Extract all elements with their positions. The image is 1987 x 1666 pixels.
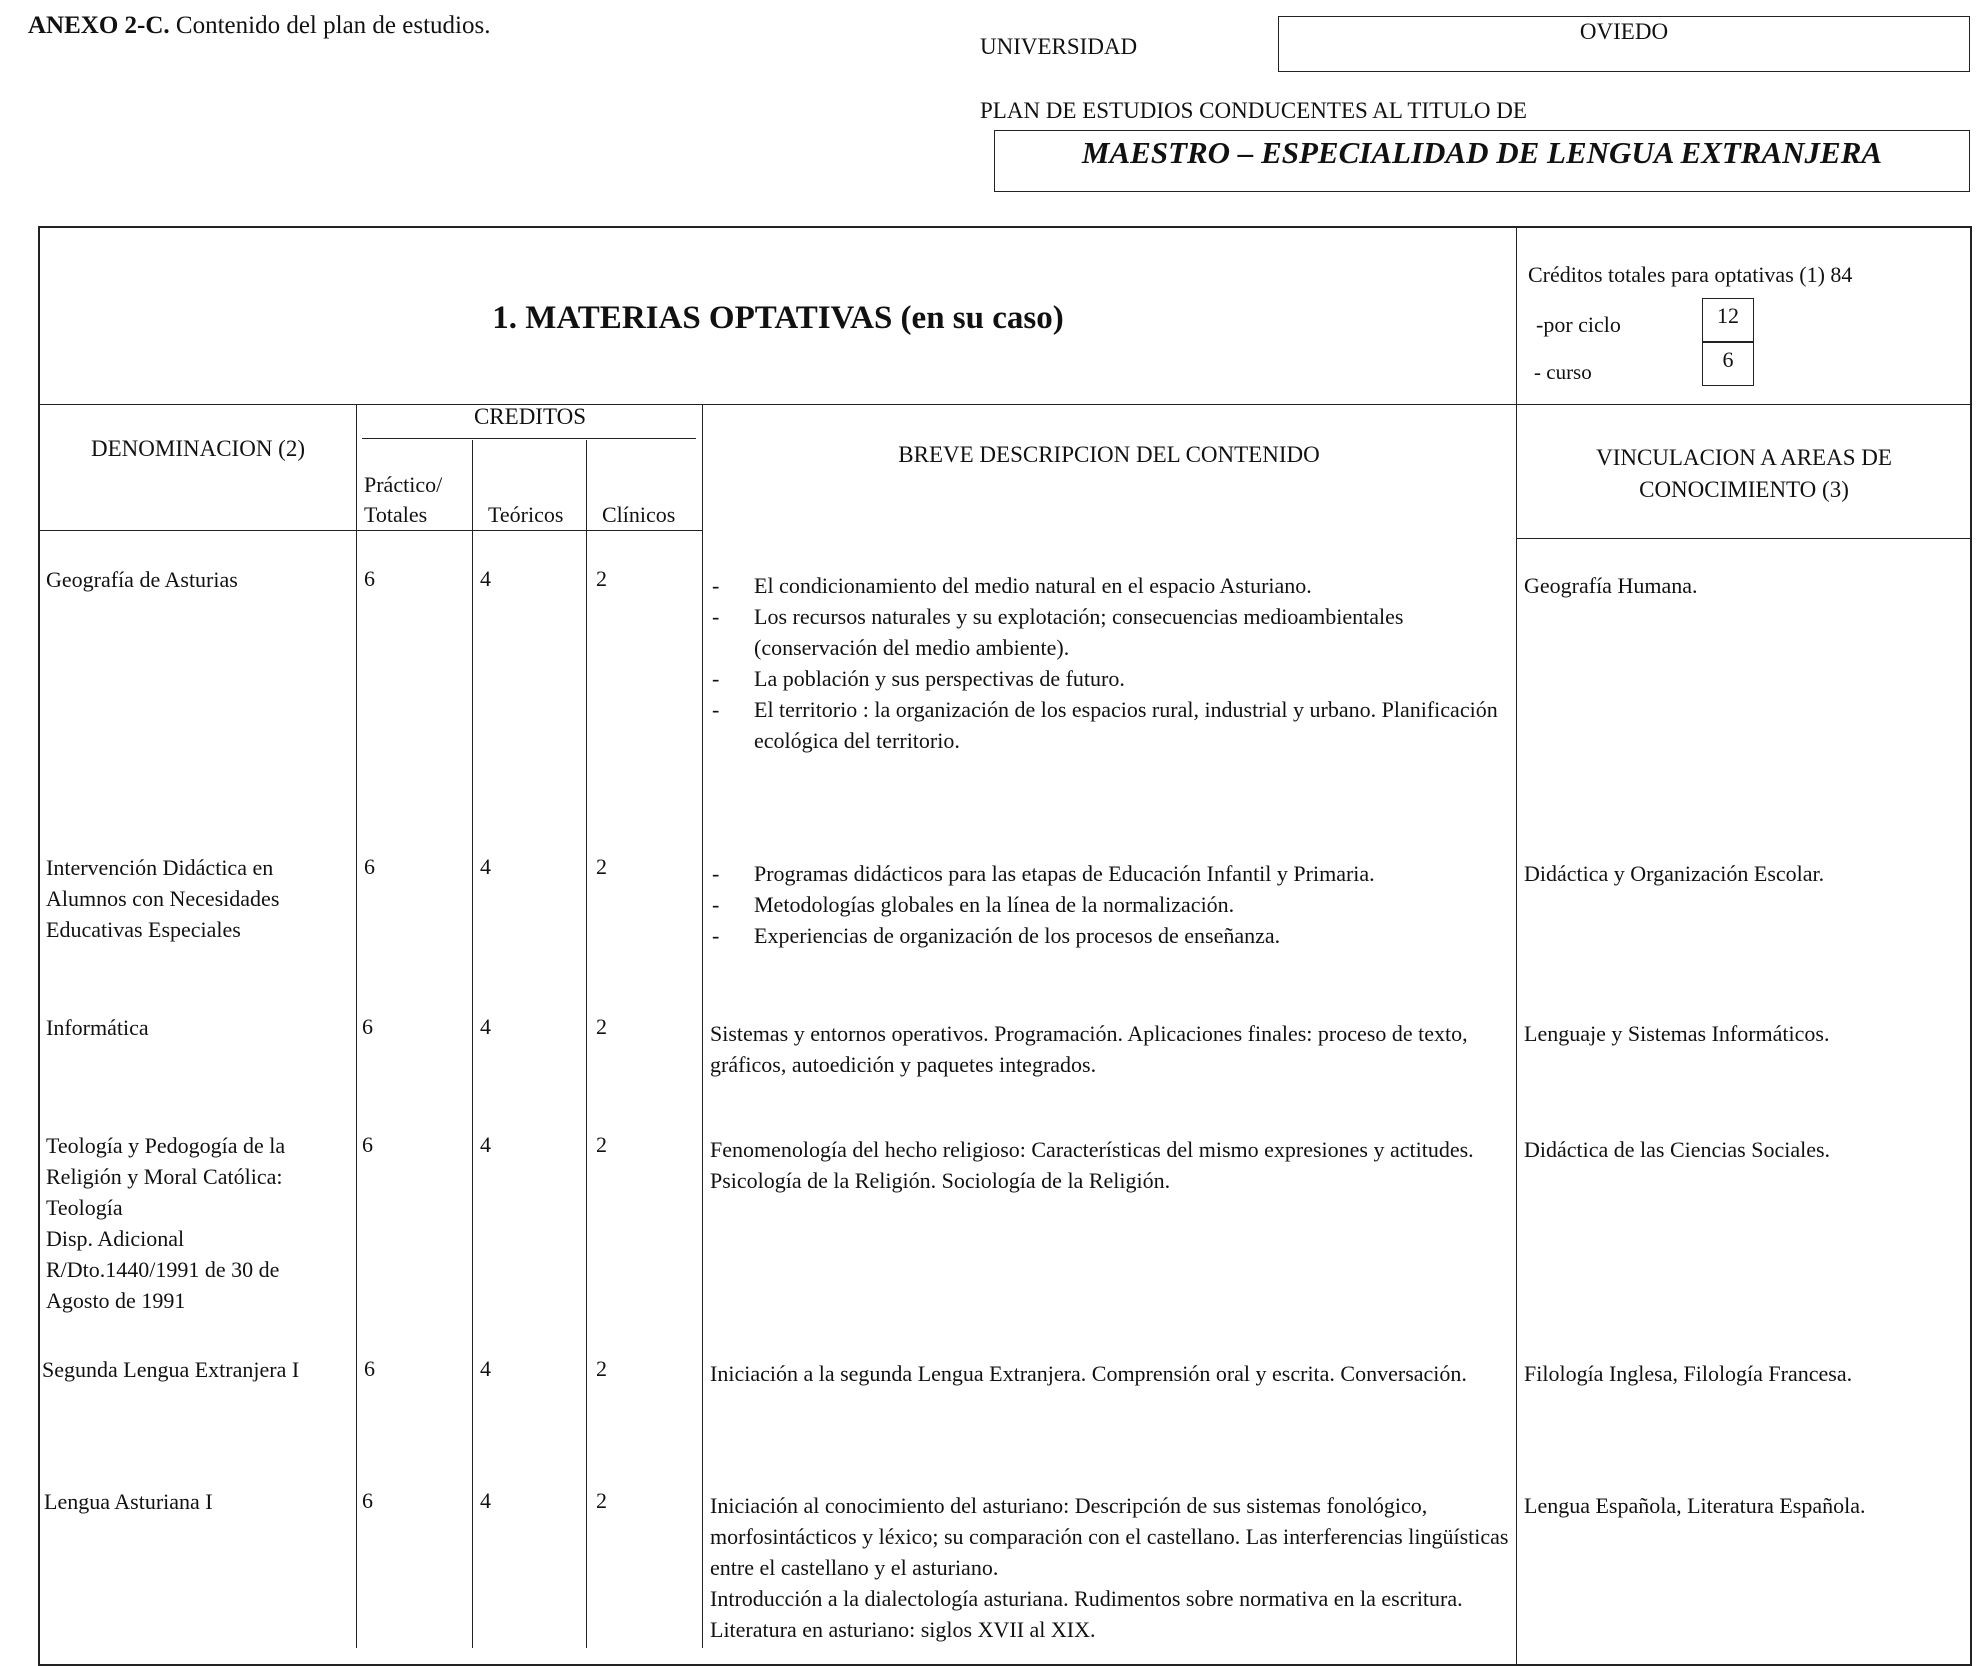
course-name: [46, 1012, 346, 1043]
description-paragraph: Introducción a la dialectología asturiana. Rudimentos sobre normativa en la escritura. Literatura en asturiano: siglos XVII al XIX.: [710, 1586, 1463, 1642]
credits-totales: 6: [364, 854, 375, 879]
course-name-line: Religión y Moral Católica:: [46, 1164, 283, 1189]
col-vinculacion-line2: CONOCIMIENTO (3): [1639, 477, 1849, 502]
col-descripcion: BREVE DESCRIPCION DEL CONTENIDO: [898, 442, 1320, 467]
credits-totales: 6: [362, 1488, 373, 1513]
bullet-text: Experiencias de organización de los procesos de enseñanza.: [754, 923, 1281, 948]
course-name-line: Agosto de 1991: [46, 1288, 186, 1313]
credits-clinicos: 2: [596, 854, 607, 879]
bullet-text: La población y sus perspectivas de futuro.: [754, 666, 1125, 691]
university-value: OVIEDO: [1278, 16, 1970, 72]
course-name-line: Segunda Lengua Extranjera I: [42, 1357, 300, 1382]
credits-teoricos: 4: [480, 1488, 491, 1513]
divider: [38, 530, 702, 531]
course-name-line: Informática: [46, 1015, 149, 1040]
course-name: [42, 1354, 352, 1385]
course-value: 6: [1702, 342, 1754, 386]
knowledge-area: Didáctica y Organización Escolar.: [1524, 861, 1825, 886]
divider: [362, 438, 696, 439]
credits-clinicos: 2: [596, 1014, 607, 1039]
divider: [586, 440, 587, 1648]
credits-teoricos: 4: [480, 1132, 491, 1157]
course-description: [710, 570, 1510, 756]
description-paragraph: Iniciación al conocimiento del asturiano: Descripción de sus sistemas fonológico, morfosintácticos y léxico; su comparación con el castellano. Las interferencias lingüísticas entre el castellano y el asturiano.: [710, 1493, 1509, 1580]
divider: [1516, 226, 1517, 1666]
credits-clinicos: 2: [596, 566, 607, 591]
description-bullet: - El condicionamiento del medio natural en el espacio Asturiano.: [712, 573, 1312, 598]
divider: [38, 404, 1972, 405]
divider: [472, 440, 473, 1648]
divider: [702, 404, 703, 1648]
course-name-line: Lengua Asturiana I: [44, 1489, 213, 1514]
bullet-text: Metodologías globales en la línea de la normalización.: [754, 892, 1235, 917]
course-name: [46, 564, 346, 595]
course-name-line: Alumnos con Necesidades: [46, 886, 280, 911]
course-name-line: R/Dto.1440/1991 de 30 de: [46, 1257, 280, 1282]
course-name-line: Geografía de Asturias: [46, 567, 238, 592]
section-title: 1. MATERIAS OPTATIVAS (en su caso): [492, 300, 1064, 336]
col-clinicos: Clínicos: [602, 502, 676, 527]
plan-label: PLAN DE ESTUDIOS CONDUCENTES AL TITULO DE: [980, 98, 1527, 123]
bullet-text: Programas didácticos para las etapas de Educación Infantil y Primaria.: [754, 861, 1375, 886]
col-creditos: CREDITOS: [473, 404, 587, 429]
knowledge-area: Filología Inglesa, Filología Francesa.: [1524, 1361, 1853, 1386]
knowledge-area: Didáctica de las Ciencias Sociales.: [1524, 1137, 1831, 1162]
course-name-line: Educativas Especiales: [46, 917, 241, 942]
bullet-text: El territorio : la organización de los espacios rural, industrial y urbano. Planificación ecológica del territorio.: [754, 697, 1498, 753]
bullet-text: Los recursos naturales y su explotación; consecuencias medioambientales (conservación del medio ambiente).: [754, 604, 1404, 660]
course-name: [44, 1486, 344, 1517]
credits-teoricos: 4: [480, 566, 491, 591]
per-cycle-value: 12: [1702, 298, 1754, 342]
credits-clinicos: 2: [596, 1488, 607, 1513]
annex-text: Contenido del plan de estudios.: [175, 12, 491, 39]
col-totales: [364, 470, 442, 530]
description-bullet: - Experiencias de organización de los procesos de enseñanza.: [712, 923, 1281, 948]
total-credits: Créditos totales para optativas (1) 84: [1528, 262, 1853, 287]
divider: [1516, 538, 1972, 539]
col-teoricos: Teóricos: [488, 502, 564, 527]
credits-teoricos: 4: [480, 854, 491, 879]
course-description: Fenomenología del hecho religioso: Características del mismo expresiones y actitudes. Psicología de la Religión. Sociología de la Religión.: [710, 1137, 1474, 1193]
description-bullet: - Metodologías globales en la línea de la normalización.: [712, 892, 1235, 917]
course-name-line: Intervención Didáctica en: [46, 855, 274, 880]
credits-clinicos: 2: [596, 1132, 607, 1157]
bullet-text: El condicionamiento del medio natural en el espacio Asturiano.: [754, 573, 1312, 598]
per-cycle-label: -por ciclo: [1536, 312, 1621, 337]
knowledge-area: Lengua Española, Literatura Española.: [1524, 1493, 1866, 1518]
description-bullet: - La población y sus perspectivas de futuro.: [712, 666, 1125, 691]
col-denominacion: DENOMINACION (2): [91, 436, 305, 461]
course-name-line: Teología: [46, 1195, 123, 1220]
university-label: UNIVERSIDAD: [980, 34, 1138, 59]
knowledge-area: Lenguaje y Sistemas Informáticos.: [1524, 1021, 1830, 1046]
description-bullet: - El territorio : la organización de los espacios rural, industrial y urbano. Planificación ecológica del territorio.: [712, 697, 1498, 753]
credits-teoricos: 4: [480, 1356, 491, 1381]
description-bullet: - Los recursos naturales y su explotación; consecuencias medioambientales (conservación del medio ambiente).: [712, 604, 1404, 660]
col-vinculacion: [1518, 442, 1970, 506]
col-totales-line2: Totales: [364, 502, 428, 527]
course-name: [46, 852, 356, 945]
credits-totales: 6: [364, 1356, 375, 1381]
description-bullet: - Programas didácticos para las etapas de Educación Infantil y Primaria.: [712, 861, 1375, 886]
course-description: Sistemas y entornos operativos. Programación. Aplicaciones finales: proceso de texto, gráficos, autoedición y paquetes integrados.: [710, 1021, 1468, 1077]
credits-clinicos: 2: [596, 1356, 607, 1381]
course-description: Iniciación a la segunda Lengua Extranjera. Comprensión oral y escrita. Conversación.: [710, 1361, 1467, 1386]
course-description: [710, 1490, 1510, 1645]
credits-totales: 6: [362, 1132, 373, 1157]
divider: [356, 404, 357, 1648]
col-vinculacion-line1: VINCULACION A AREAS DE: [1596, 445, 1892, 470]
credits-totales: 6: [364, 566, 375, 591]
annex-label: ANEXO 2-C.: [28, 12, 170, 39]
annex-heading: [28, 12, 490, 40]
knowledge-area: Geografía Humana.: [1524, 573, 1698, 598]
credits-teoricos: 4: [480, 1014, 491, 1039]
credits-totales: 6: [362, 1014, 373, 1039]
course-name: [46, 1130, 356, 1316]
course-label: - curso: [1534, 360, 1592, 384]
course-name-line: Disp. Adicional: [46, 1226, 185, 1251]
course-description: [710, 858, 1510, 951]
degree-title: MAESTRO – ESPECIALIDAD DE LENGUA EXTRANJERA: [994, 130, 1970, 192]
course-name-line: Teología y Pedogogía de la: [46, 1133, 286, 1158]
col-totales-line1: Práctico/: [364, 472, 443, 497]
